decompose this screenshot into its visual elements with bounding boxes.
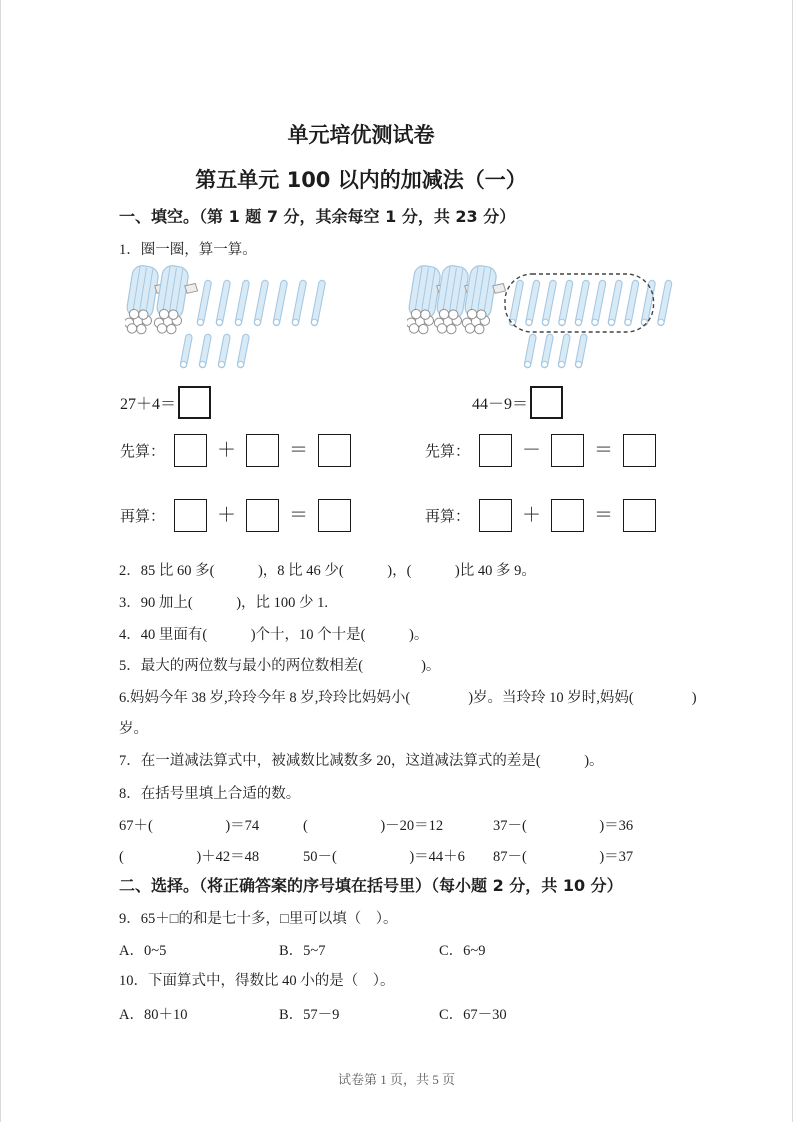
minus-operator: － — [522, 440, 542, 461]
q8-equation-row-1 — [119, 814, 719, 834]
question-7: 7．在一道减法算式中，被减数比减数多 20，这道减法算式的差是( )。 — [119, 753, 604, 769]
equals-sign: ＝ — [289, 440, 309, 461]
plus-operator: ＋ — [217, 440, 237, 461]
answer-box — [246, 434, 279, 467]
question-1-prompt: 1．圈一圈，算一算。 — [119, 242, 257, 258]
question-4: 4．40 里面有( )个十，10 个十是( )。 — [119, 627, 429, 643]
q8-equation: ( )＋42＝48 — [119, 849, 260, 865]
sticks-illustration-left — [125, 264, 375, 376]
q8-equation-row-2 — [119, 845, 719, 865]
q8-equation: 67＋( )＝74 — [119, 818, 260, 834]
q9-options-row — [119, 939, 719, 959]
question-6-line-1: 6.妈妈今年 38 岁,玲玲今年 8 岁,玲玲比妈妈小( )岁。当玲玲 10 岁时,妈妈( ) — [119, 690, 697, 706]
answer-box — [479, 434, 512, 467]
q10-options-row — [119, 1003, 719, 1023]
q1-right-step1-row — [425, 434, 656, 467]
option-c: C．67－30 — [439, 1007, 507, 1023]
answer-box — [623, 434, 656, 467]
question-6-line-2: 岁。 — [119, 721, 148, 737]
step1-label: 先算： — [120, 444, 166, 460]
section-2-heading: 二、选择。（将正确答案的序号填在括号里）（每小题 2 分，共 10 分） — [119, 876, 623, 895]
step2-label: 再算： — [120, 509, 166, 525]
question-5: 5．最大的两位数与最小的两位数相差( )。 — [119, 658, 441, 674]
answer-box — [551, 499, 584, 532]
answer-box — [530, 386, 563, 419]
question-8: 8．在括号里填上合适的数。 — [119, 786, 301, 802]
option-b: B．57－9 — [279, 1007, 340, 1023]
option-c: C．6~9 — [439, 943, 486, 959]
option-a: A．0~5 — [119, 943, 167, 959]
answer-box — [246, 499, 279, 532]
equals-sign: ＝ — [289, 505, 309, 526]
sticks-illustration-right — [407, 264, 699, 376]
question-3: 3．90 加上( )，比 100 少 1. — [119, 595, 329, 611]
answer-box — [174, 434, 207, 467]
answer-box — [318, 434, 351, 467]
answer-box — [623, 499, 656, 532]
section-1-heading: 一、填空。（第 1 题 7 分，其余每空 1 分，共 23 分） — [119, 207, 516, 226]
page-number-footer: 试卷第 1 页，共 5 页 — [337, 1072, 455, 1087]
question-10: 10．下面算式中，得数比 40 小的是（ ）。 — [119, 973, 395, 989]
page-subtitle: 第五单元 100 以内的加减法（一） — [195, 168, 527, 192]
option-a: A．80＋10 — [119, 1007, 188, 1023]
equals-sign: ＝ — [594, 505, 614, 526]
page-title: 单元培优测试卷 — [287, 123, 435, 147]
answer-box — [178, 386, 211, 419]
answer-box — [479, 499, 512, 532]
q1-left-step2-row — [120, 499, 351, 532]
question-9: 9．65＋□的和是七十多，□里可以填（ ）。 — [119, 911, 398, 927]
step1-label: 先算： — [425, 444, 471, 460]
q1-left-equation: 27＋4＝ — [120, 396, 177, 413]
answer-box — [551, 434, 584, 467]
q1-right-answer-row — [472, 386, 563, 419]
question-2: 2．85 比 60 多( )，8 比 46 少( )，( )比 40 多 9。 — [119, 563, 536, 579]
answer-box — [174, 499, 207, 532]
step2-label: 再算： — [425, 509, 471, 525]
equals-sign: ＝ — [594, 440, 614, 461]
plus-operator: ＋ — [522, 505, 542, 526]
q8-equation: 87－( )＝37 — [493, 849, 634, 865]
q8-equation: ( )－20＝12 — [303, 818, 444, 834]
q8-equation: 50－( )＝44＋6 — [303, 849, 465, 865]
answer-box — [318, 499, 351, 532]
q1-right-equation: 44－9＝ — [472, 396, 529, 413]
option-b: B．5~7 — [279, 943, 326, 959]
q1-left-answer-row — [120, 386, 211, 419]
plus-operator: ＋ — [217, 505, 237, 526]
q1-right-step2-row — [425, 499, 656, 532]
q8-equation: 37－( )＝36 — [493, 818, 634, 834]
q1-left-step1-row — [120, 434, 351, 467]
